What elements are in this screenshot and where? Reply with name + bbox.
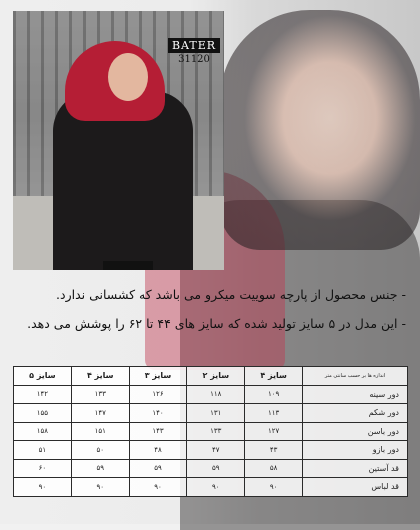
table-row: [14, 478, 408, 497]
row-label: قد آستین: [303, 459, 408, 478]
table-cell: ۵۹: [71, 459, 129, 478]
table-cell: ۱۱۸: [187, 385, 245, 404]
row-label: دور بازو: [303, 441, 408, 460]
table-cell: ۱۱۳: [245, 404, 303, 423]
table-cell: ۴۳: [245, 441, 303, 460]
table-cell: ۹۰: [245, 478, 303, 497]
table-cell: ۹۰: [187, 478, 245, 497]
table-cell: ۵۰: [71, 441, 129, 460]
table-cell: ۵۸: [245, 459, 303, 478]
table-cell: ۴۸: [129, 441, 187, 460]
table-cell: ۵۹: [187, 459, 245, 478]
table-row: [14, 441, 408, 460]
table-cell: ۱۵۱: [71, 422, 129, 441]
table-cell: ۱۵۸: [14, 422, 72, 441]
table-cell: ۹۰: [14, 478, 72, 497]
table-cell: ۱۳۳: [187, 422, 245, 441]
table-row: [14, 422, 408, 441]
description-line-1: - جنس محصول از پارچه سوییت میکرو می باشد که کشسانی ندارد.: [56, 287, 406, 302]
column-header: سایز ۳: [129, 367, 187, 386]
table-row: [14, 385, 408, 404]
table-row: [14, 404, 408, 423]
table-cell: ۱۵۵: [14, 404, 72, 423]
table-cell: ۹۰: [129, 478, 187, 497]
table-cell: ۱۴۰: [129, 404, 187, 423]
table-cell: ۱۳۳: [71, 385, 129, 404]
row-label: دور شکم: [303, 404, 408, 423]
column-header: سایز ۴: [245, 367, 303, 386]
table-cell: ۱۴۲: [14, 385, 72, 404]
table-cell: ۵۱: [14, 441, 72, 460]
description-line-2: - این مدل در ۵ سایز تولید شده که سایز های ۴۴ تا ۶۲ را پوشش می دهد.: [27, 316, 406, 331]
table-corner-label: اندازه ها بر حسب سانتی متر: [303, 367, 408, 386]
row-label: دور باسن: [303, 422, 408, 441]
table-header-row: [14, 367, 408, 386]
table-cell: ۱۲۷: [245, 422, 303, 441]
table-cell: ۱۰۹: [245, 385, 303, 404]
row-label: قد لباس: [303, 478, 408, 497]
photo-face: [108, 53, 148, 101]
table-cell: ۱۴۷: [71, 404, 129, 423]
table-cell: ۱۴۳: [129, 422, 187, 441]
product-code: 31120: [178, 54, 210, 65]
column-header: سایز ۴: [71, 367, 129, 386]
column-header: سایز ۵: [14, 367, 72, 386]
table-cell: ۹۰: [71, 478, 129, 497]
row-label: دور سینه: [303, 385, 408, 404]
table-cell: ۶۰: [14, 459, 72, 478]
column-header: سایز ۲: [187, 367, 245, 386]
table-cell: ۱۲۶: [129, 385, 187, 404]
background-model-head: [220, 10, 420, 250]
table-row: [14, 459, 408, 478]
table-cell: ۵۹: [129, 459, 187, 478]
brand-name: BATER: [168, 38, 220, 53]
brand-label: [168, 38, 220, 66]
table-cell: ۴۷: [187, 441, 245, 460]
photo-legs: [103, 261, 153, 270]
product-photo: [13, 11, 224, 270]
table-cell: ۱۳۱: [187, 404, 245, 423]
size-table: [13, 366, 408, 497]
